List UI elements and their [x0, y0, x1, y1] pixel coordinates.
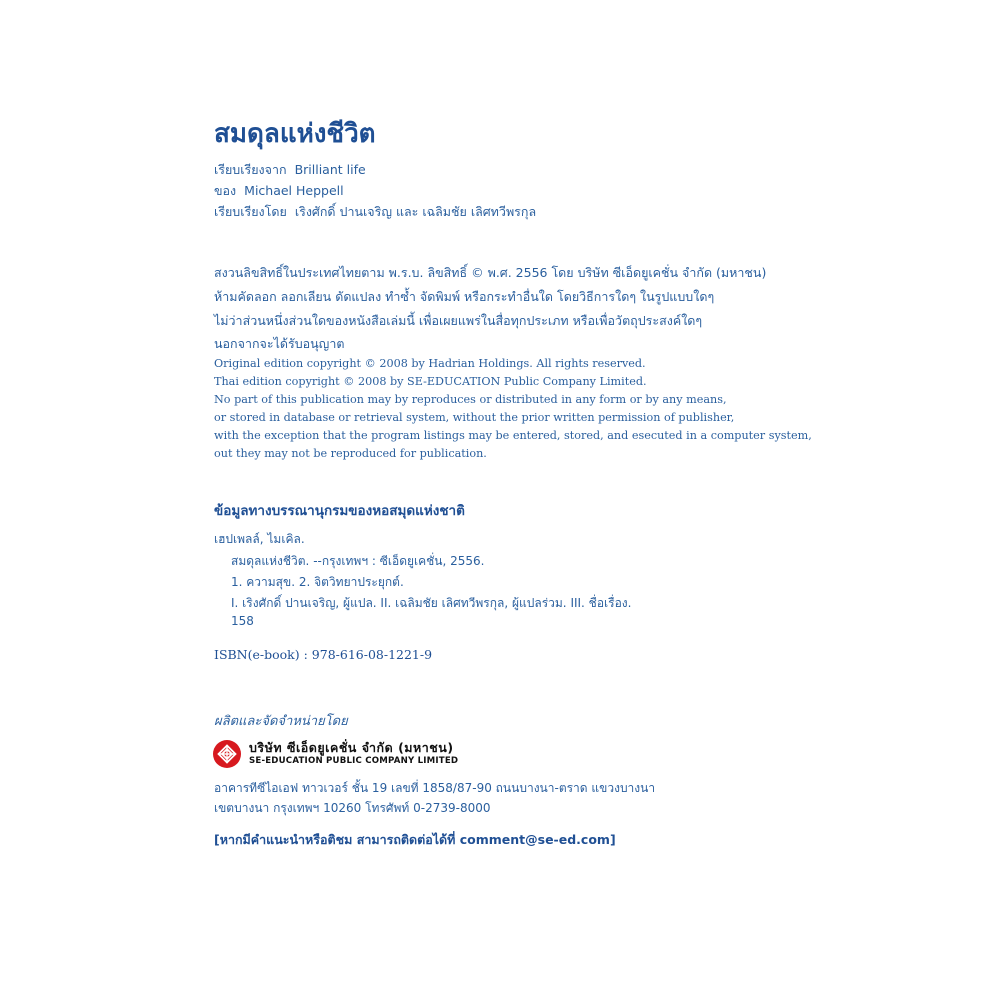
address-line: เขตบางนา กรุงเทพฯ 10260 โทรศัพท์ 0-2739-8000 [214, 801, 491, 815]
cip-line: 1. ความสุข. 2. จิตวิทยาประยุกต์. [231, 575, 404, 589]
meta-author-value: Michael Heppell [244, 183, 344, 198]
meta-translator [214, 202, 536, 222]
publisher-logo [212, 739, 458, 769]
publisher-name-en: SE-EDUCATION PUBLIC COMPANY LIMITED [249, 756, 459, 767]
cip-line: เฮปเพลล์, ไมเคิล. [214, 532, 305, 546]
copyright-thai-line: สงวนลิขสิทธิ์ในประเทศไทยตาม พ.ร.บ. ลิขสิทธิ์ © พ.ศ. 2556 โดย บริษัท ซีเอ็ดยูเคชั่น จำกัด (มหาชน) [214, 265, 767, 280]
meta-source [214, 160, 366, 180]
cip-line: 158 [231, 614, 254, 628]
copyright-en-line: No part of this publication may by reproduces or distributed in any form or by any means, [214, 393, 727, 406]
copyright-thai-line: ห้ามคัดลอก ลอกเลียน ดัดแปลง ทำซ้ำ จัดพิมพ์ หรือกระทำอื่นใด โดยวิธีการใดๆ ในรูปแบบใดๆ [214, 289, 715, 304]
copyright-en-line: Thai edition copyright © 2008 by SE-EDUCATION Public Company Limited. [214, 375, 647, 388]
meta-author [214, 181, 344, 201]
meta-source-value: Brilliant life [294, 162, 366, 177]
copyright-thai-line: นอกจากจะได้รับอนุญาต [214, 336, 345, 351]
copyright-en-line: Original edition copyright © 2008 by Hadrian Holdings. All rights reserved. [214, 357, 646, 370]
publisher-name-thai: บริษัท ซีเอ็ดยูเคชั่น จำกัด (มหาชน) [249, 739, 454, 755]
copyright-en-line: or stored in database or retrieval system, without the prior written permission of publisher, [214, 411, 735, 424]
copyright-thai-line: ไม่ว่าส่วนหนึ่งส่วนใดของหนังสือเล่มนี้ เพื่อเผยแพร่ในสื่อทุกประเภท หรือเพื่อวัตถุประสงค์ใดๆ [214, 313, 703, 328]
cip-line: I. เริงศักดิ์ ปานเจริญ, ผู้แปล. II. เฉลิมชัย เลิศทวีพรกุล, ผู้แปลร่วม. III. ชื่อเรื่อง. [231, 596, 632, 610]
address-line: อาคารทีซีไอเอฟ ทาวเวอร์ ชั้น 19 เลขที่ 1858/87-90 ถนนบางนา-ตราด แขวงบางนา [214, 781, 656, 795]
meta-source-label: เรียบเรียงจาก [214, 162, 287, 177]
book-title: สมดุลแห่งชีวิต [214, 119, 376, 149]
cip-line: สมดุลแห่งชีวิต. --กรุงเทพฯ : ซีเอ็ดยูเคชั่น, 2556. [231, 554, 485, 568]
meta-translator-label: เรียบเรียงโดย [214, 204, 287, 219]
meta-translator-value: เริงศักดิ์ ปานเจริญ และ เฉลิมชัย เลิศทวีพรกุล [294, 204, 537, 219]
se-ed-logo-icon [212, 739, 242, 769]
distribution-label: ผลิตและจัดจำหน่ายโดย [214, 714, 348, 729]
meta-author-label: ของ [214, 183, 237, 198]
copyright-en-line: out they may not be reproduced for publication. [214, 447, 487, 460]
isbn: ISBN(e-book) : 978-616-08-1221-9 [214, 647, 433, 662]
cip-heading: ข้อมูลทางบรรณานุกรมของหอสมุดแห่งชาติ [214, 503, 465, 519]
copyright-en-line: with the exception that the program listings may be entered, stored, and esecuted in a computer system, [214, 429, 812, 442]
contact-note: [หากมีคำแนะนำหรือติชม สามารถติดต่อได้ที่ comment@se-ed.com] [214, 832, 616, 847]
